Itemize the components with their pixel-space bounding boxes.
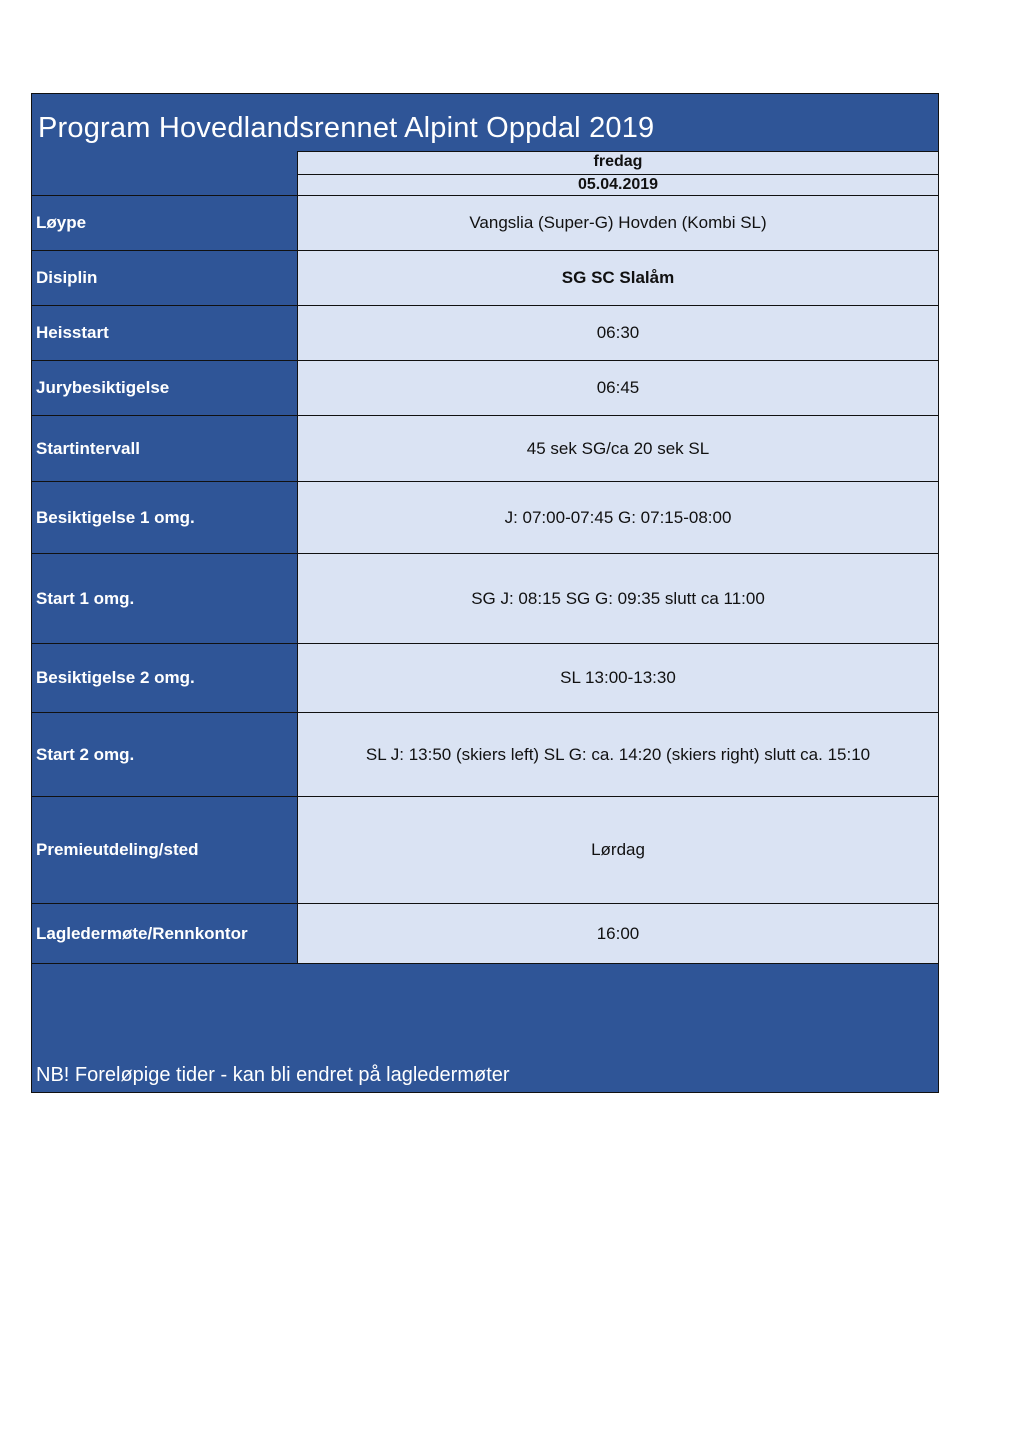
- table-row-loype: [32, 195, 938, 250]
- row-value: J: 07:00-07:45 G: 07:15-08:00: [297, 482, 938, 553]
- day-header: fredag: [297, 151, 938, 174]
- table-row-start-2: [32, 712, 938, 796]
- row-label: Start 1 omg.: [36, 588, 135, 608]
- row-value: Vangslia (Super-G) Hovden (Kombi SL): [297, 196, 938, 250]
- table-row-jurybesiktigelse: [32, 360, 938, 415]
- table-row-startintervall: [32, 415, 938, 481]
- row-label: Disiplin: [36, 268, 98, 287]
- row-label: Løype: [36, 213, 87, 232]
- row-label: Startintervall: [36, 438, 140, 458]
- row-value: 06:45: [297, 361, 938, 415]
- table-row-start-1: [32, 553, 938, 643]
- row-value: SL J: 13:50 (skiers left) SL G: ca. 14:20 (skiers right) slutt ca. 15:10: [297, 713, 938, 796]
- row-value: SG SC Slalåm: [297, 251, 938, 305]
- table-bottom-border: [32, 963, 938, 964]
- table-row-disiplin: [32, 250, 938, 305]
- page-title: Program Hovedlandsrennet Alpint Oppdal 2019: [38, 112, 655, 144]
- table-row-besiktigelse-2: [32, 643, 938, 712]
- program-sheet: [31, 93, 939, 1093]
- row-value: 45 sek SG/ca 20 sek SL: [297, 416, 938, 481]
- row-label: Start 2 omg.: [36, 744, 135, 764]
- row-label: Lagledermøte/Rennkontor: [36, 924, 248, 943]
- row-label: Premieutdeling/sted: [36, 840, 199, 859]
- table-row-besiktigelse-1: [32, 481, 938, 553]
- row-label: Heisstart: [36, 323, 109, 342]
- row-value: Lørdag: [297, 797, 938, 903]
- row-value: 06:30: [297, 306, 938, 360]
- row-label: Besiktigelse 1 omg.: [36, 507, 195, 527]
- table-row-premieutdeling: [32, 796, 938, 903]
- table-row-heisstart: [32, 305, 938, 360]
- footer-note: NB! Foreløpige tider - kan bli endret på lagledermøter: [36, 1064, 510, 1086]
- row-value: SG J: 08:15 SG G: 09:35 slutt ca 11:00: [297, 554, 938, 643]
- row-label: Jurybesiktigelse: [36, 378, 170, 397]
- row-label: Besiktigelse 2 omg.: [36, 668, 195, 687]
- table-row-lagledermote: [32, 903, 938, 964]
- date-header: 05.04.2019: [297, 174, 938, 196]
- row-value: 16:00: [297, 904, 938, 964]
- row-value: SL 13:00-13:30: [297, 644, 938, 712]
